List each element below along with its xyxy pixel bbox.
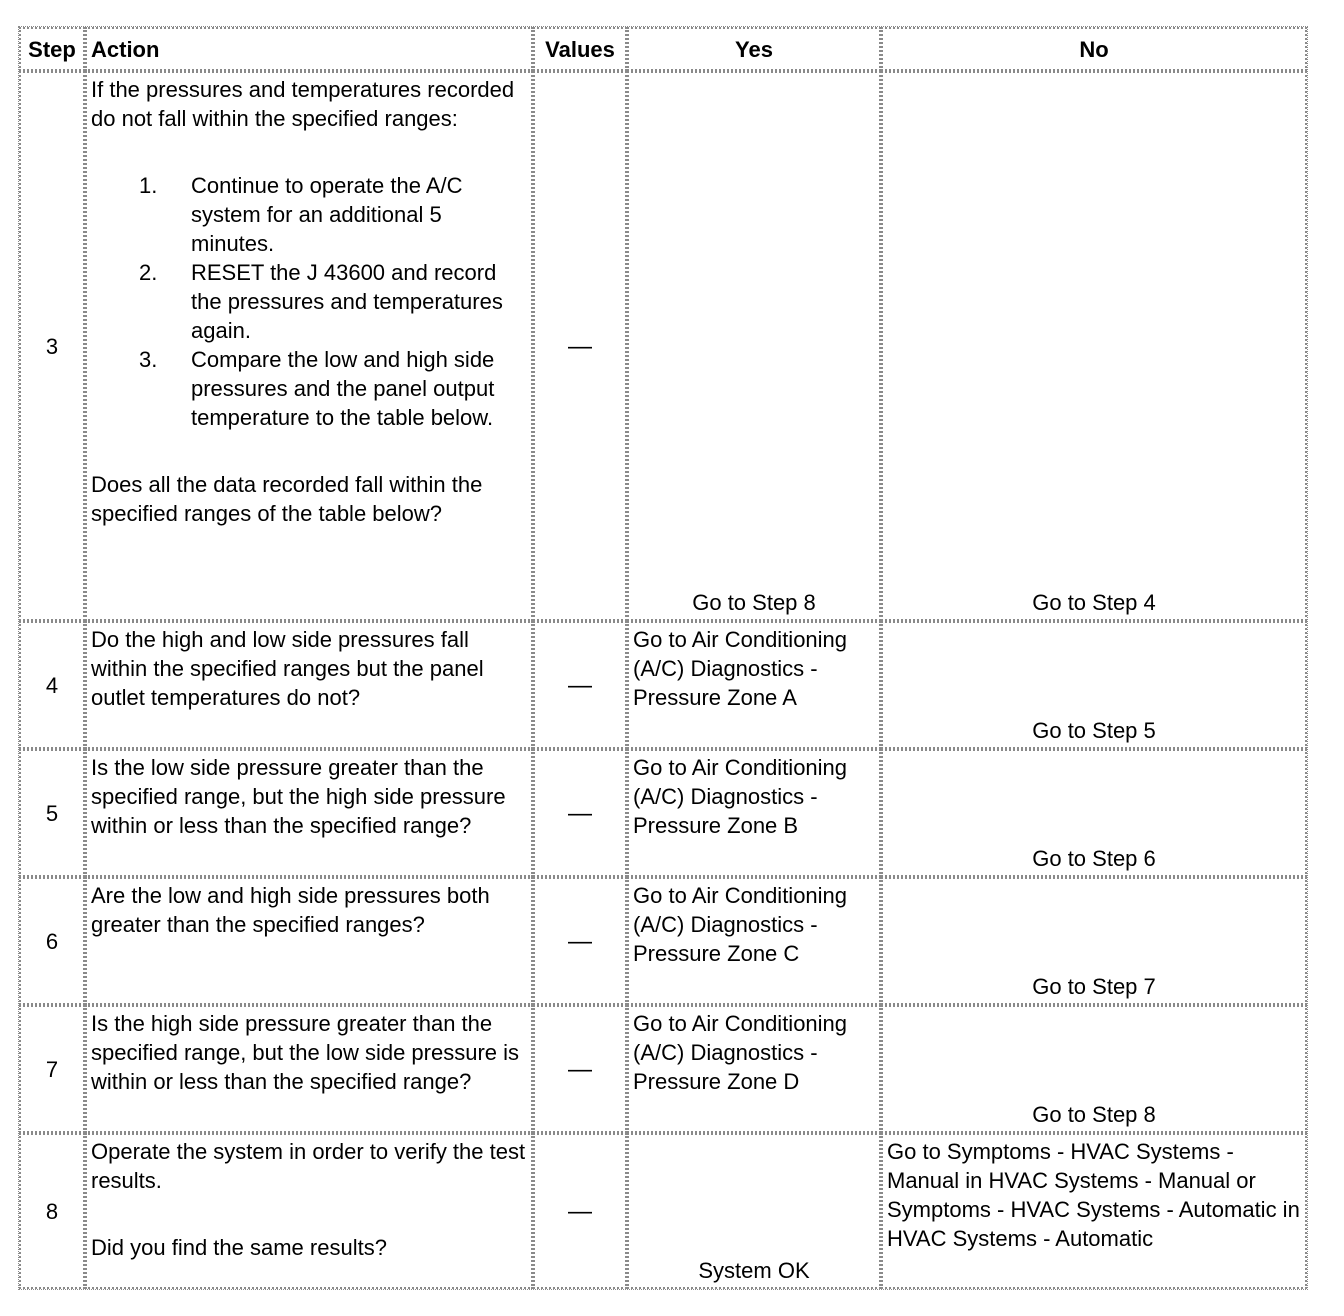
table-row bbox=[19, 621, 1307, 749]
no-link[interactable]: Go to Step 6 bbox=[881, 749, 1307, 877]
action-cell bbox=[85, 1133, 533, 1289]
action-cell: Are the low and high side pressures both greater than the specified ranges? bbox=[85, 877, 533, 1005]
values-cell: — bbox=[533, 621, 627, 749]
diagnostic-table bbox=[18, 26, 1308, 1290]
spacer bbox=[91, 1195, 527, 1233]
substep-number: 1. bbox=[139, 173, 158, 198]
action-intro: Operate the system in order to verify the test results. bbox=[91, 1139, 526, 1193]
table-row bbox=[19, 877, 1307, 1005]
values-cell: — bbox=[533, 877, 627, 1005]
yes-link[interactable]: Go to Air Conditioning (A/C) Diagnostics - Pressure Zone B bbox=[627, 749, 881, 877]
substep-text: Compare the low and high side pressures and the panel output temperature to the table below. bbox=[191, 347, 495, 430]
values-cell: — bbox=[533, 749, 627, 877]
no-link[interactable]: Go to Step 5 bbox=[881, 621, 1307, 749]
yes-link[interactable]: Go to Air Conditioning (A/C) Diagnostics - Pressure Zone C bbox=[627, 877, 881, 1005]
no-link[interactable]: Go to Step 7 bbox=[881, 877, 1307, 1005]
no-link[interactable]: Go to Symptoms - HVAC Systems - Manual in HVAC Systems - Manual or Symptoms - HVAC Systems - Automatic in HVAC Systems - Automatic bbox=[881, 1133, 1307, 1289]
yes-link[interactable]: Go to Air Conditioning (A/C) Diagnostics - Pressure Zone D bbox=[627, 1005, 881, 1133]
substep-text: RESET the J 43600 and record the pressures and temperatures again. bbox=[191, 260, 503, 343]
step-number: 4 bbox=[19, 621, 85, 749]
action-cell: Do the high and low side pressures fall within the specified ranges but the panel outlet temperatures do not? bbox=[85, 621, 533, 749]
yes-link[interactable]: System OK bbox=[627, 1133, 881, 1289]
step-number: 5 bbox=[19, 749, 85, 877]
substep-number: 3. bbox=[139, 347, 158, 372]
list-item bbox=[91, 345, 527, 432]
step-number: 6 bbox=[19, 877, 85, 1005]
values-cell: — bbox=[533, 71, 627, 621]
action-cell bbox=[85, 71, 533, 621]
table-row bbox=[19, 1005, 1307, 1133]
list-item bbox=[91, 258, 527, 345]
step-number: 8 bbox=[19, 1133, 85, 1289]
header-yes: Yes bbox=[627, 27, 881, 71]
header-no: No bbox=[881, 27, 1307, 71]
values-cell: — bbox=[533, 1005, 627, 1133]
action-cell: Is the high side pressure greater than the specified range, but the low side pressure is within or less than the specified range? bbox=[85, 1005, 533, 1133]
action-question: Did you find the same results? bbox=[91, 1235, 387, 1260]
header-values: Values bbox=[533, 27, 627, 71]
values-cell: — bbox=[533, 1133, 627, 1289]
action-cell: Is the low side pressure greater than the specified range, but the high side pressure within or less than the specified range? bbox=[85, 749, 533, 877]
header-action: Action bbox=[85, 27, 533, 71]
action-question: Does all the data recorded fall within the specified ranges of the table below? bbox=[91, 472, 483, 526]
no-link[interactable]: Go to Step 8 bbox=[881, 1005, 1307, 1133]
table-row bbox=[19, 1133, 1307, 1289]
step-number: 3 bbox=[19, 71, 85, 621]
table-row bbox=[19, 749, 1307, 877]
substep-list bbox=[91, 171, 527, 432]
header-row bbox=[19, 27, 1307, 71]
table-row bbox=[19, 71, 1307, 621]
step-number: 7 bbox=[19, 1005, 85, 1133]
header-step: Step bbox=[19, 27, 85, 71]
substep-number: 2. bbox=[139, 260, 158, 285]
yes-link[interactable]: Go to Step 8 bbox=[627, 71, 881, 621]
list-item bbox=[91, 171, 527, 258]
yes-link[interactable]: Go to Air Conditioning (A/C) Diagnostics - Pressure Zone A bbox=[627, 621, 881, 749]
substep-text: Continue to operate the A/C system for an additional 5 minutes. bbox=[191, 173, 463, 256]
action-intro: If the pressures and temperatures recorded do not fall within the specified ranges: bbox=[91, 77, 515, 131]
no-link[interactable]: Go to Step 4 bbox=[881, 71, 1307, 621]
